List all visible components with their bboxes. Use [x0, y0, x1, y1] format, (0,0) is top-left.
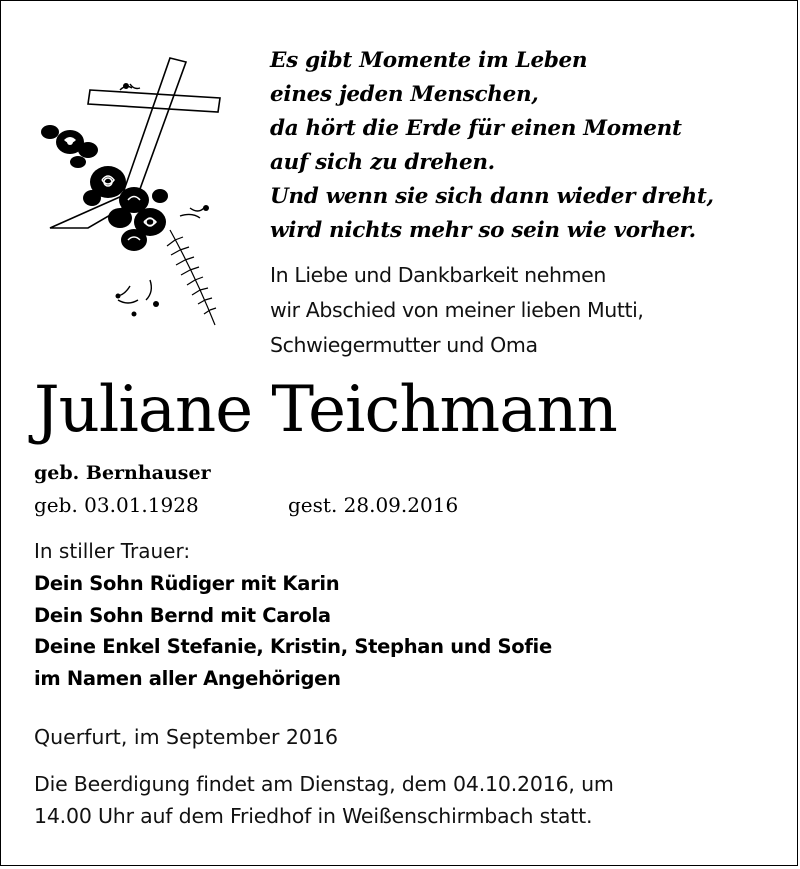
- death-date: gest. 28.09.2016: [288, 493, 459, 517]
- funeral-line: Die Beerdigung findet am Dienstag, dem 04.10.2016, um: [34, 772, 614, 796]
- poem-line: Es gibt Momente im Leben: [270, 48, 588, 73]
- mourner-line: Dein Sohn Bernd mit Carola: [34, 603, 331, 627]
- poem-line: wird nichts mehr so sein wie vorher.: [270, 218, 696, 243]
- funeral-line: 14.00 Uhr auf dem Friedhof in Weißenschirmbach statt.: [34, 804, 593, 828]
- intro-line: In Liebe und Dankbarkeit nehmen: [270, 263, 606, 287]
- life-dates: [34, 490, 458, 520]
- poem-line: da hört die Erde für einen Moment: [270, 116, 682, 141]
- birth-date: geb. 03.01.1928: [34, 493, 199, 517]
- intro-line: wir Abschied von meiner lieben Mutti,: [270, 298, 644, 322]
- mourners-list: [34, 568, 552, 694]
- farewell-intro: [270, 258, 644, 363]
- mourner-line: Deine Enkel Stefanie, Kristin, Stephan und Sofie: [34, 635, 552, 658]
- poem-line: auf sich zu drehen.: [270, 150, 495, 175]
- maiden-name: geb. Bernhauser: [34, 462, 211, 484]
- mourner-line: Dein Sohn Rüdiger mit Karin: [34, 572, 340, 595]
- mourner-line: im Namen aller Angehörigen: [34, 666, 341, 690]
- place-and-date: Querfurt, im September 2016: [34, 725, 339, 749]
- funeral-info: [34, 768, 614, 832]
- poem-line: eines jeden Menschen,: [270, 82, 539, 107]
- poem: [270, 44, 714, 248]
- intro-line: Schwiegermutter und Oma: [270, 333, 538, 357]
- cross-with-roses-icon: [30, 50, 230, 345]
- poem-line: Und wenn sie sich dann wieder dreht,: [270, 184, 714, 209]
- mourners-intro: In stiller Trauer:: [34, 539, 191, 563]
- deceased-name: Juliane Teichmann: [34, 373, 617, 447]
